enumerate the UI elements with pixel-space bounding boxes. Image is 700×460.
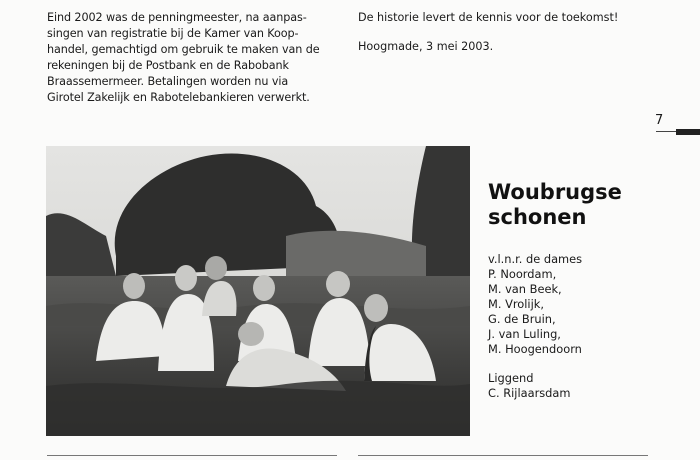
caption-name: M. Hoogendoorn [488, 342, 582, 356]
right-column [358, 10, 678, 68]
headline-line: schonen [488, 205, 587, 229]
left-column [47, 10, 337, 106]
photo-caption [488, 252, 688, 401]
group-photo [46, 146, 470, 436]
text-line: Eind 2002 was de penningmeester, na aanpas- [47, 11, 307, 24]
lying-label: Liggend [488, 371, 534, 385]
caption-name: G. de Bruin, [488, 312, 556, 326]
text-line: handel, gemachtigd om gebruik te maken van de [47, 43, 320, 56]
text-line: rekeningen bij de Postbank en de Rabobank [47, 59, 289, 72]
bottom-divider-left [47, 455, 337, 456]
text-line: Braassemermeer. Betalingen worden nu via [47, 75, 289, 88]
headline-line: Woubrugse [488, 180, 622, 204]
photo-headline [488, 180, 688, 230]
caption-name: P. Noordam, [488, 267, 557, 281]
caption-intro: v.l.n.r. de dames [488, 252, 583, 266]
page-marker-bar [676, 129, 700, 135]
bottom-divider-right [358, 455, 648, 456]
page-marker-line [656, 131, 676, 132]
caption-name: J. van Luling, [488, 327, 561, 341]
page-number: 7 [655, 113, 664, 128]
closing-sentence: De historie levert de kennis voor de toekomst! [358, 11, 619, 24]
caption-name: M. Vrolijk, [488, 297, 544, 311]
lying-name: C. Rijlaarsdam [488, 386, 571, 400]
caption-name: M. van Beek, [488, 282, 562, 296]
place-date: Hoogmade, 3 mei 2003. [358, 40, 494, 53]
text-line: Girotel Zakelijk en Rabotelebankieren verwerkt. [47, 91, 310, 104]
text-line: singen van registratie bij de Kamer van Koop- [47, 27, 299, 40]
caption-spacer [488, 357, 688, 371]
